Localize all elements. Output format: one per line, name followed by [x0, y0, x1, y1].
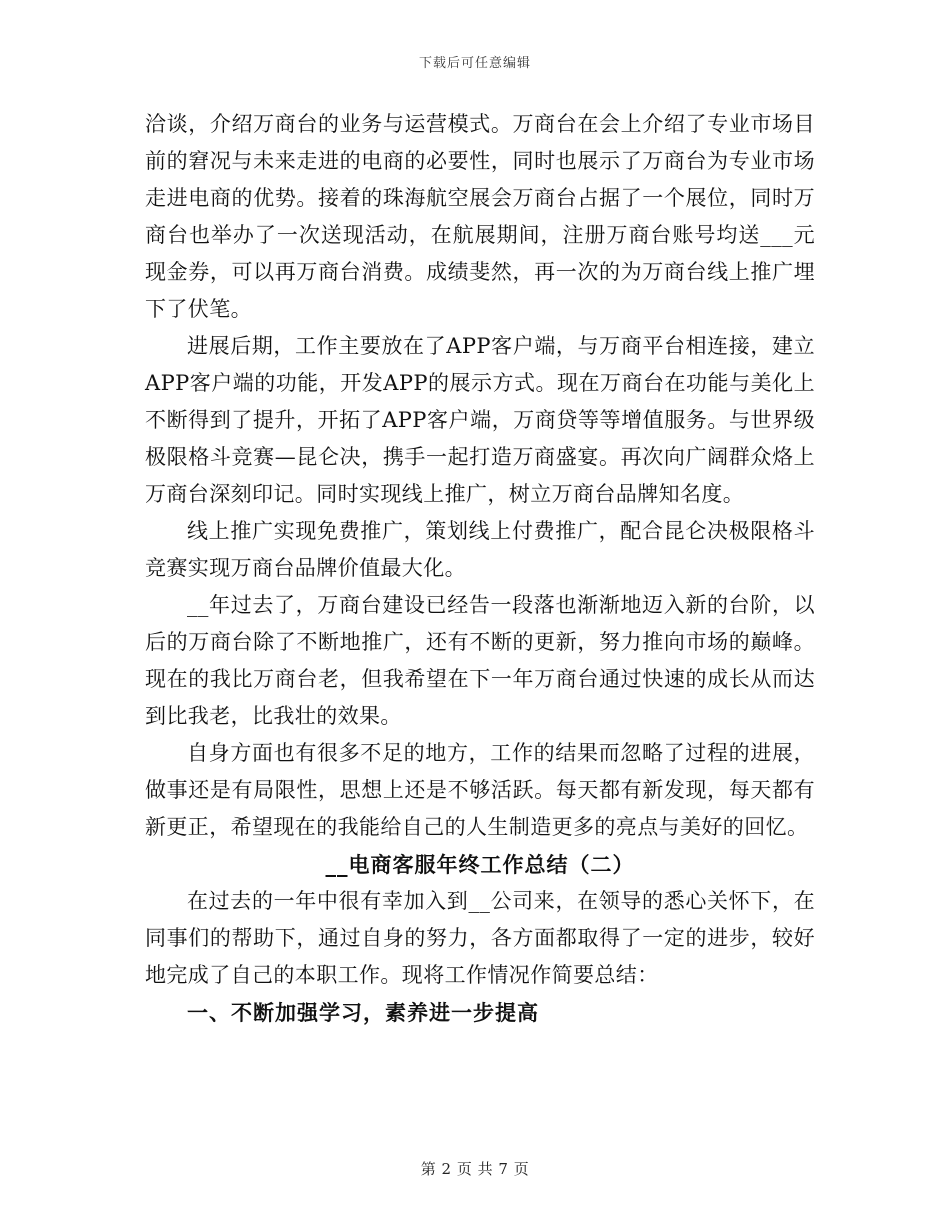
paragraph-intro: 在过去的一年中很有幸加入到__公司来，在领导的悉心关怀下，在同事们的帮助下，通过自身的努力，各方面都取得了一定的进步，较好地完成了自己的本职工作。现将工作情况作简要总结：: [145, 889, 815, 987]
page-header: 下载后可任意编辑: [418, 56, 531, 71]
paragraph-online-promotion: 线上推广实现免费推广，策划线上付费推广，配合昆仑决极限格斗竞赛实现万商台品牌价值最大化。: [145, 519, 815, 580]
section-title: __电商客服年终工作总结（二）: [325, 852, 635, 877]
document-body: [145, 106, 815, 1031]
paragraph-continued: 洽谈，介绍万商台的业务与运营模式。万商台在会上介绍了专业市场目前的窘况与未来走进的电商的必要性，同时也展示了万商台为专业市场走进电商的优势。接着的珠海航空展会万商台占据了一个展位，同时万商台也举办了一次送现活动，在航展期间，注册万商台账号均送___元现金券，可以再万商台消费。成绩斐然，再一次的为万商台线上推广埋下了伏笔。: [145, 112, 815, 321]
sub-heading: 一、不断加强学习，素养进一步提高: [187, 1000, 539, 1025]
paragraph-self-reflection: 自身方面也有很多不足的地方，工作的结果而忽略了过程的进展，做事还是有局限性，思想上还是不够活跃。每天都有新发现，每天都有新更正，希望现在的我能给自己的人生制造更多的亮点与美好的回忆。: [145, 741, 815, 839]
paragraph-year-review: __年过去了，万商台建设已经告一段落也渐渐地迈入新的台阶，以后的万商台除了不断地推广，还有不断的更新，努力推向市场的巅峰。现在的我比万商台老，但我希望在下一年万商台通过快速的成长从而达到比我老，比我壮的效果。: [145, 593, 815, 728]
page-footer: 第 2 页 共 7 页: [420, 1160, 530, 1178]
paragraph-app-client: 进展后期，工作主要放在了APP客户端，与万商平台相连接，建立APP客户端的功能，开发APP的展示方式。现在万商台在功能与美化上不断得到了提升，开拓了APP客户端，万商贷等等增值服务。与世界级极限格斗竞赛—昆仑决，携手一起打造万商盛宴。再次向广阔群众烙上万商台深刻印记。同时实现线上推广，树立万商台品牌知名度。: [145, 334, 815, 506]
